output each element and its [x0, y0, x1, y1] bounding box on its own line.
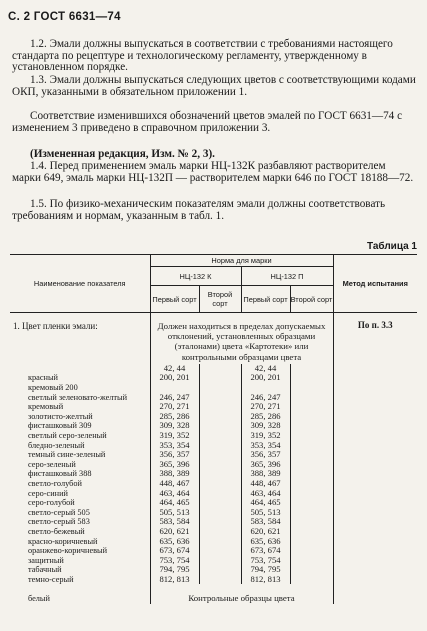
row-p-grade-1: 246, 247 [241, 393, 290, 403]
paragraph-amendment: (Измененная редакция, Изм. № 2, 3). [30, 148, 215, 160]
row-k-grade-1: 448, 467 [150, 479, 199, 489]
row-method [333, 393, 417, 403]
row-method [333, 460, 417, 470]
row-name: фисташковый 388 [28, 469, 92, 479]
clause-1-4 [12, 161, 417, 184]
table-row [10, 441, 417, 451]
row-p-grade-2 [290, 412, 333, 422]
table-row [10, 556, 417, 566]
table-row [10, 393, 417, 403]
row-k-grade-1: 505, 513 [150, 508, 199, 518]
row-p-grade-1: 464, 465 [241, 498, 290, 508]
row-k-grade-2 [199, 527, 241, 537]
row-method [333, 575, 417, 585]
row-p-grade-2 [290, 373, 333, 383]
header-method: Метод испытания [333, 255, 417, 313]
row-p-grade-2 [290, 537, 333, 547]
paragraph-1-3: 1.3. Эмали должны выпускаться следующих цветов с соответствующими кодами ОКП, указанными в обязательном приложении 1. [12, 74, 416, 98]
row-k-grade-2 [199, 508, 241, 518]
row-k-grade-2 [199, 556, 241, 566]
row-k-grade-2 [199, 479, 241, 489]
row-p-grade-1: 270, 271 [241, 402, 290, 412]
row-method [333, 441, 417, 451]
row-p-grade-2 [290, 431, 333, 441]
row-p-grade-2 [290, 383, 333, 393]
row-color-method: По п. 3.3 [333, 313, 417, 364]
row-method [333, 383, 417, 393]
row-name: темный сине-зеленый [28, 450, 106, 460]
row-k-grade-1: 463, 464 [150, 489, 199, 499]
row-name: оранжево-коричневый [28, 546, 108, 556]
row-p-grade-2 [290, 460, 333, 470]
table-row [10, 479, 417, 489]
table-row [10, 373, 417, 383]
row-p-grade-1: 583, 584 [241, 517, 290, 527]
table-row [10, 421, 417, 431]
row-p-grade-2 [290, 450, 333, 460]
row-p-grade-1: 673, 674 [241, 546, 290, 556]
row-k-grade-1: 812, 813 [150, 575, 199, 585]
row-k-grade-2 [199, 421, 241, 431]
clause-1-3 [12, 75, 417, 98]
table-row [10, 364, 417, 374]
row-p-grade-1: 353, 354 [241, 441, 290, 451]
row-method [333, 527, 417, 537]
row-name: светло-голубой [28, 478, 82, 488]
table-row [10, 402, 417, 412]
row-k-grade-1: 319, 352 [150, 431, 199, 441]
row-k-grade-1: 270, 271 [150, 402, 199, 412]
row-method [333, 508, 417, 518]
row-method [333, 469, 417, 479]
table-row [10, 537, 417, 547]
row-k-grade-2 [199, 364, 241, 374]
table-number: Таблица 1 [366, 241, 417, 252]
row-method [333, 517, 417, 527]
row-p-grade-2 [290, 489, 333, 499]
row-k-grade-2 [199, 393, 241, 403]
row-k-grade-2 [199, 498, 241, 508]
row-k-grade-1: 356, 357 [150, 450, 199, 460]
row-p-grade-1: 42, 44 [241, 364, 290, 374]
row-k-grade-1: 464, 465 [150, 498, 199, 508]
row-k-grade-2 [199, 469, 241, 479]
clause-amendment [12, 149, 417, 161]
table-row [10, 450, 417, 460]
row-method [333, 498, 417, 508]
clause-appendix-note [12, 111, 417, 134]
clause-1-2 [12, 39, 417, 74]
header-k-grade-1: Первый сорт [150, 286, 199, 313]
row-name: кремовый [28, 402, 64, 412]
header-k-grade-2: Второй сорт [199, 286, 241, 313]
row-name: защитный [28, 555, 64, 565]
table-row [10, 546, 417, 556]
row-k-grade-1: 309, 328 [150, 421, 199, 431]
row-k-grade-2 [199, 537, 241, 547]
table-row [10, 517, 417, 527]
table-row [10, 412, 417, 422]
page-header: С. 2 ГОСТ 6631—74 [8, 11, 121, 23]
row-name: светло-серый 583 [28, 517, 90, 527]
row-p-grade-2 [290, 402, 333, 412]
header-norm: Норма для марки [150, 255, 333, 267]
row-p-grade-1: 365, 396 [241, 460, 290, 470]
row-p-grade-1: 200, 201 [241, 373, 290, 383]
header-p-grade-1: Первый сорт [241, 286, 290, 313]
row-k-grade-1: 353, 354 [150, 441, 199, 451]
row-p-grade-2 [290, 469, 333, 479]
row-k-grade-2 [199, 450, 241, 460]
row-p-grade-1: 635, 636 [241, 537, 290, 547]
row-white-name: белый [28, 594, 50, 604]
table-row [10, 565, 417, 575]
row-k-grade-1: 794, 795 [150, 565, 199, 575]
color-rows [10, 364, 417, 585]
row-p-grade-2 [290, 527, 333, 537]
header-brand-k: НЦ-132 К [150, 267, 241, 286]
header-brand-p: НЦ-132 П [241, 267, 333, 286]
table-row [10, 469, 417, 479]
row-method [333, 479, 417, 489]
row-k-grade-2 [199, 431, 241, 441]
row-k-grade-1: 246, 247 [150, 393, 199, 403]
row-method [333, 421, 417, 431]
row-p-grade-2 [290, 421, 333, 431]
row-name: красно-коричневый [28, 536, 98, 546]
row-p-grade-1: 448, 467 [241, 479, 290, 489]
table-row [10, 431, 417, 441]
row-name: табачный [28, 565, 62, 575]
paragraph-1-2: 1.2. Эмали должны выпускаться в соответствии с требованиями настоящего стандарта по рецептуре и технологическому регламенту, утвержденному в установленном порядке. [12, 38, 393, 74]
row-p-grade-2 [290, 498, 333, 508]
table-row [10, 575, 417, 585]
row-name: кремовый 200 [28, 383, 78, 392]
paragraph-appendix-note: Соответствие изменившихся обозначений цветов эмалей по ГОСТ 6631—74 с изменением 3 приведено в справочном приложении 3. [12, 110, 403, 134]
row-p-grade-2 [290, 479, 333, 489]
row-name: светлый зеленовато-желтый [28, 392, 128, 402]
row-name: светло-серый 505 [28, 507, 90, 517]
row-k-grade-1: 285, 286 [150, 412, 199, 422]
row-name: серо-зеленый [28, 459, 76, 469]
clause-1-5 [12, 199, 417, 222]
row-name: золотисто-желтый [28, 411, 93, 421]
row-name: светло-бежевый [28, 526, 85, 536]
row-p-grade-2 [290, 393, 333, 403]
row-k-grade-1: 635, 636 [150, 537, 199, 547]
row-method [333, 546, 417, 556]
row-k-grade-2 [199, 412, 241, 422]
table-1 [10, 254, 417, 604]
row-p-grade-1: 356, 357 [241, 450, 290, 460]
row-method [333, 556, 417, 566]
row-k-grade-2 [199, 575, 241, 585]
row-method [333, 489, 417, 499]
row-p-grade-2 [290, 508, 333, 518]
row-k-grade-1: 200, 201 [150, 373, 199, 383]
row-p-grade-1: 285, 286 [241, 412, 290, 422]
row-method [333, 373, 417, 383]
row-name: темно-серый [28, 574, 74, 584]
row-method [333, 402, 417, 412]
table-row [10, 460, 417, 470]
row-k-grade-2 [199, 489, 241, 499]
row-p-grade-1: 309, 328 [241, 421, 290, 431]
row-p-grade-2 [290, 565, 333, 575]
row-k-grade-1: 620, 621 [150, 527, 199, 537]
row-white-text: Контрольные образцы цвета [150, 584, 333, 604]
row-k-grade-2 [199, 565, 241, 575]
row-k-grade-2 [199, 383, 241, 393]
row-p-grade-1: 620, 621 [241, 527, 290, 537]
table-row [10, 489, 417, 499]
row-method [333, 364, 417, 374]
row-p-grade-1: 794, 795 [241, 565, 290, 575]
row-k-grade-1: 673, 674 [150, 546, 199, 556]
row-method [333, 565, 417, 575]
row-p-grade-1: 388, 389 [241, 469, 290, 479]
row-p-grade-1: 505, 513 [241, 508, 290, 518]
row-p-grade-1: 319, 352 [241, 431, 290, 441]
table-row [10, 498, 417, 508]
paragraph-1-5: 1.5. По физико-механическим показателям эмали должны соответствовать требованиям и нормам, указанным в табл. 1. [12, 198, 386, 222]
row-method [333, 450, 417, 460]
table-row [10, 527, 417, 537]
header-indicator: Наименование показателя [10, 255, 150, 313]
row-name: красный [28, 373, 58, 383]
row-color-requirement: Должен находиться в пределах допускаемых отклонений, установленных образцами (эталонами) цвета «Картотеки» или контрольными образцами цвета [150, 313, 333, 364]
row-k-grade-2 [199, 402, 241, 412]
row-white-method [333, 584, 417, 604]
row-k-grade-2 [199, 546, 241, 556]
row-color-name: 1. Цвет пленки эмали: [13, 321, 98, 331]
row-p-grade-1: 753, 754 [241, 556, 290, 566]
row-method [333, 431, 417, 441]
row-name: серо-синий [28, 488, 68, 498]
header-p-grade-2: Второй сорт [290, 286, 333, 313]
row-method [333, 412, 417, 422]
row-k-grade-2 [199, 517, 241, 527]
row-k-grade-2 [199, 441, 241, 451]
row-name: светлый серо-зеленый [28, 430, 107, 440]
row-k-grade-1: 365, 396 [150, 460, 199, 470]
row-k-grade-2 [199, 460, 241, 470]
row-method [333, 537, 417, 547]
row-k-grade-2 [199, 373, 241, 383]
row-p-grade-2 [290, 364, 333, 374]
paragraph-1-4: 1.4. Перед применением эмаль марки НЦ-132К разбавляют растворителем марки 649, эмаль марки НЦ-132П — растворителем марки 646 по ГОСТ 18188—72. [12, 160, 414, 184]
row-name: бледно-зеленый [28, 440, 85, 450]
row-name: фисташковый 309 [28, 421, 92, 431]
row-name: серо-голубой [28, 498, 75, 508]
row-p-grade-2 [290, 546, 333, 556]
row-name [10, 364, 150, 374]
table-row [10, 508, 417, 518]
row-p-grade-2 [290, 556, 333, 566]
row-k-grade-1: 388, 389 [150, 469, 199, 479]
row-k-grade-1: 42, 44 [150, 364, 199, 374]
row-p-grade-2 [290, 517, 333, 527]
row-k-grade-1: 583, 584 [150, 517, 199, 527]
row-k-grade-1: 753, 754 [150, 556, 199, 566]
row-p-grade-1: 812, 813 [241, 575, 290, 585]
table-row [10, 383, 417, 393]
row-p-grade-2 [290, 575, 333, 585]
row-p-grade-1: 463, 464 [241, 489, 290, 499]
row-p-grade-2 [290, 441, 333, 451]
